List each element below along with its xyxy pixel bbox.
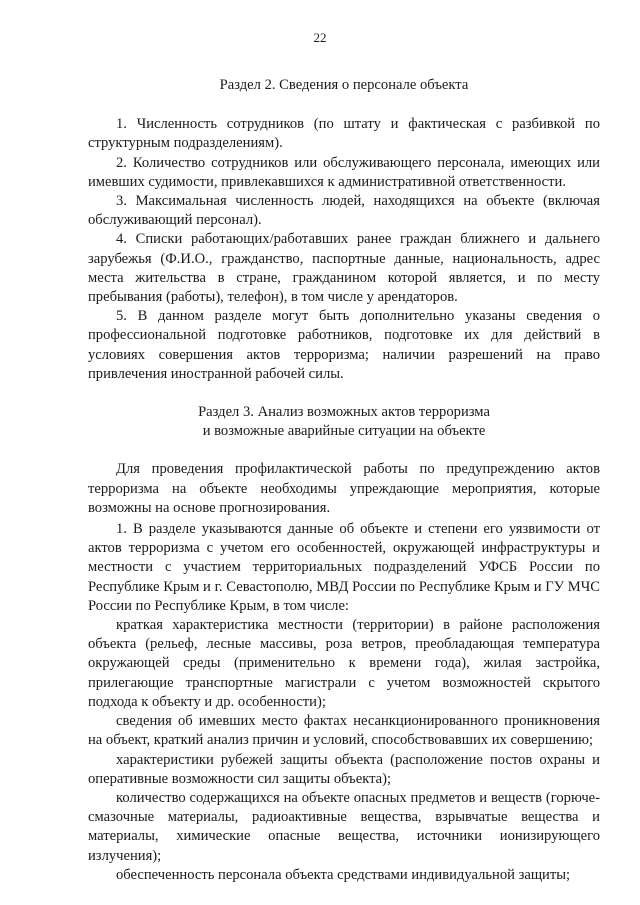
page-number: 22	[313, 30, 327, 45]
section-3-defense-lines: характеристики рубежей защиты объекта (расположение постов охраны и оперативные возможности сил защиты объекта);	[88, 751, 600, 787]
section-3-protective-equipment: обеспеченность персонала объекта средствами индивидуальной защиты;	[116, 866, 571, 883]
section-3-hazardous-materials: количество содержащихся на объекте опасных предметов и веществ (горюче-смазочные материалы, радиоактивные вещества, взрывчатые вещества и материалы, химические опасные вещества, источники ионизирующего излучения);	[88, 789, 600, 864]
section-2-item-5: 5. В данном разделе могут быть дополнительно указаны сведения о профессиональной подготовке работников, подготовке их для действий в условиях совершения актов терроризма; наличии разрешений на право привлечения иностранной рабочей силы.	[88, 308, 600, 382]
section-2-item-2: 2. Количество сотрудников или обслуживающего персонала, имеющих или имевших судимости, привлекавшихся к административной ответственности.	[88, 154, 600, 190]
section-3-intro: Для проведения профилактической работы по предупреждению актов терроризма на объекте необходимы упреждающие мероприятия, которые возможны на основе прогнозирования.	[88, 461, 600, 516]
section-3-title-line-1: Раздел 3. Анализ возможных актов терроризма	[198, 404, 490, 421]
section-2-item-4: 4. Списки работающих/работавших ранее граждан ближнего и дальнего зарубежья (Ф.И.О., гражданство, паспортные данные, национальность, адрес места жительства в стране, гражданином которой является, и по месту пребывания (работы), телефон), в том числе у арендаторов.	[88, 231, 600, 306]
section-3-intrusions: сведения об имевших место фактах несанкционированного проникновения на объект, краткий анализ причин и условий, способствовавших их совершению;	[88, 713, 600, 749]
page-content	[88, 76, 600, 885]
section-3-title-line-2: и возможные аварийные ситуации на объекте	[202, 423, 486, 440]
section-2-item-1: 1. Численность сотрудников (по штату и фактическая с разбивкой по структурным подразделениям).	[88, 116, 600, 152]
section-3-title	[88, 403, 600, 441]
section-3-item-1: 1. В разделе указываются данные об объекте и степени его уязвимости от актов терроризма с учетом его особенностей, окружающей инфраструктуры и местности с участием территориальных подразделений УФСБ России по Республике Крым и г. Севастополю, МВД России по Республике Крым и ГУ МЧС России по Республике Крым, в том числе:	[88, 521, 600, 614]
section-3-terrain: краткая характеристика местности (территории) в районе расположения объекта (рельеф, лесные массивы, роза ветров, преобладающая температура окружающей среды (применительно к времени года), жилая застройка, прилегающие транспортные магистрали с учетом возможностей скрытого подхода к объекту и др. особенности);	[88, 617, 600, 710]
section-2-item-3: 3. Максимальная численность людей, находящихся на объекте (включая обслуживающий персонал).	[88, 193, 600, 229]
section-2-title: Раздел 2. Сведения о персонале объекта	[219, 77, 469, 93]
